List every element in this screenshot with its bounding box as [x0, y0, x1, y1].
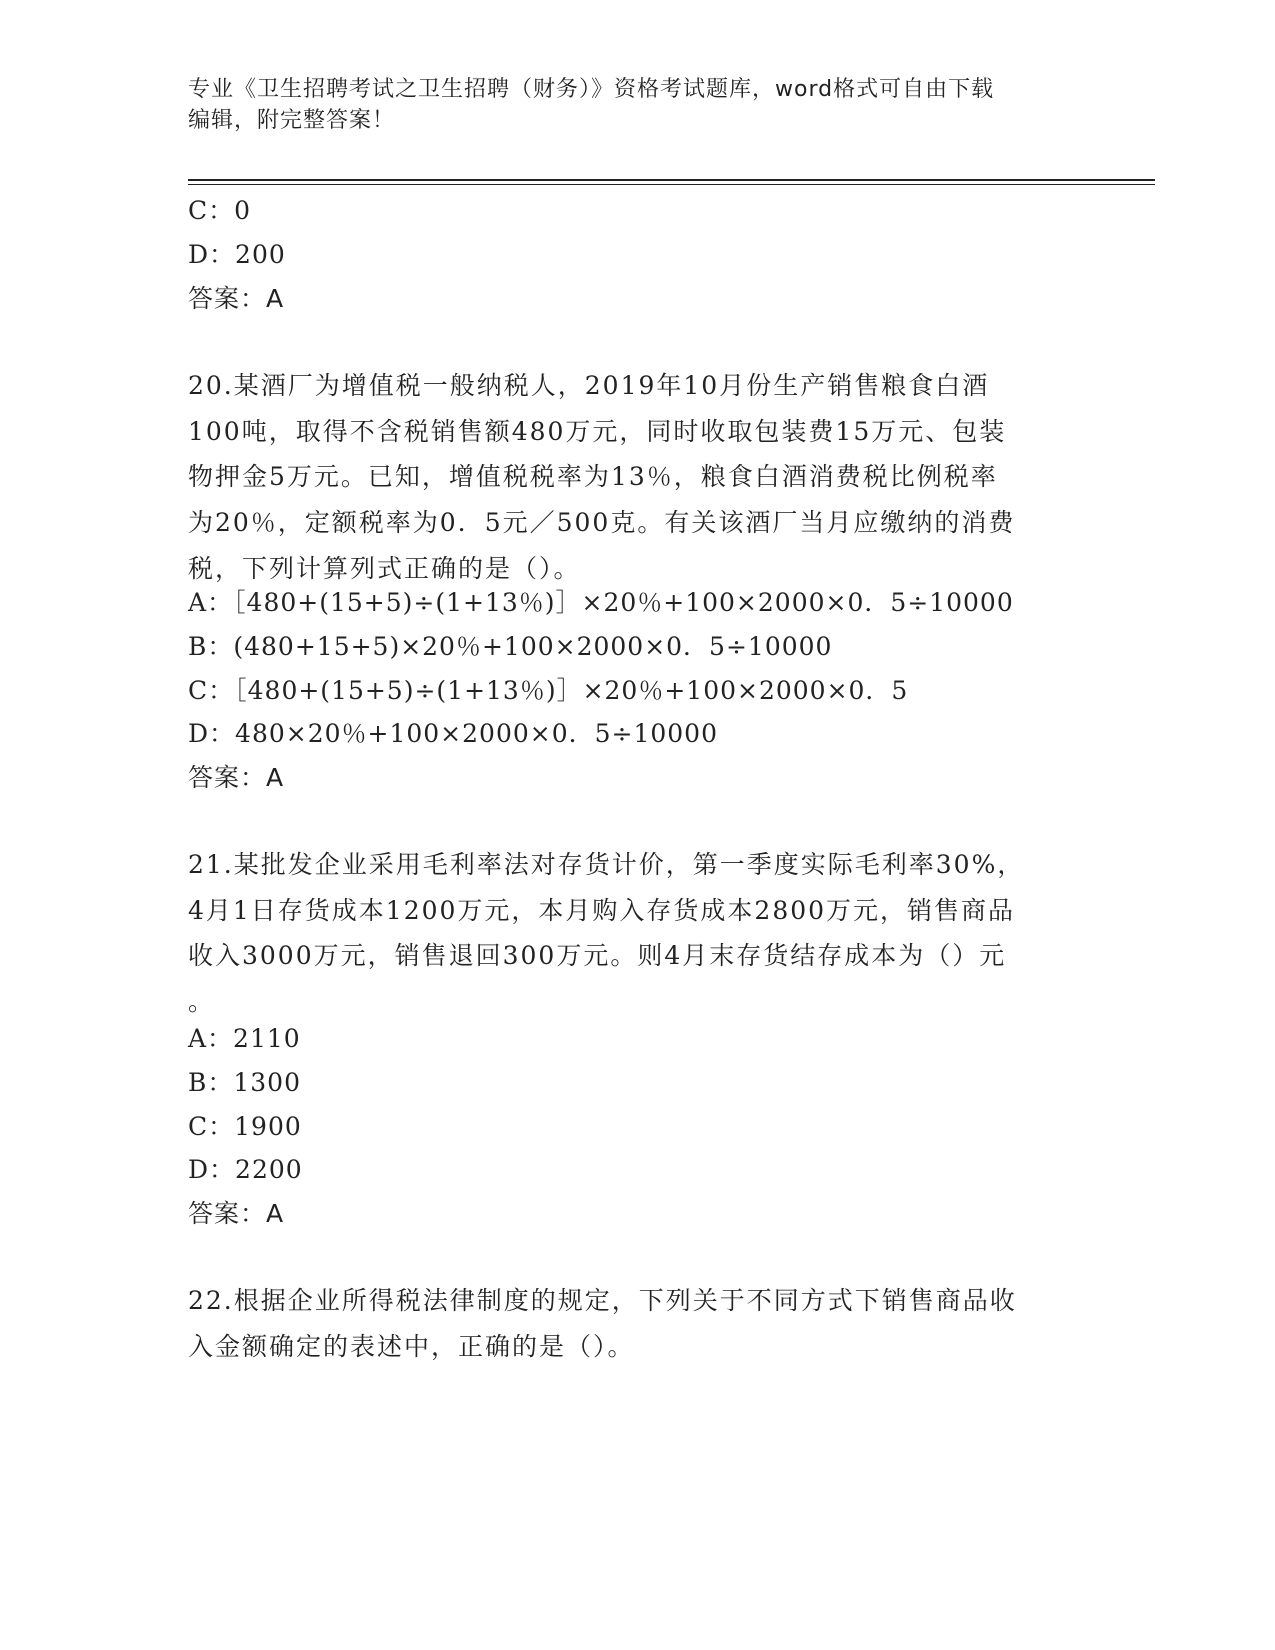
option-d: D：200 — [188, 240, 286, 269]
stem-row: 入金额确定的表述中，正确的是（）。 — [188, 1331, 635, 1361]
q21-answer: 答案：A — [188, 1199, 285, 1228]
q20-option-b: B：(480+15+5)×20％+100×2000×0．5÷10000 — [188, 632, 833, 661]
question-21-stem — [188, 842, 1078, 1025]
question-22-stem — [188, 1278, 1078, 1369]
q21-option-b: B：1300 — [188, 1068, 301, 1097]
q21-option-a: A：2110 — [188, 1024, 301, 1053]
header-divider — [188, 179, 1155, 181]
q21-option-d: D：2200 — [188, 1155, 303, 1184]
header-line-2: 编辑，附完整答案！ — [188, 108, 396, 133]
stem-row: 。 — [188, 987, 216, 1017]
question-20-stem — [188, 363, 1078, 592]
q20-answer: 答案：A — [188, 763, 285, 792]
option-c: C：0 — [188, 196, 252, 225]
stem-row: 为20％，定额税率为0．5元／500克。有关该酒厂当月应缴纳的消费 — [188, 508, 1016, 538]
header-line-1: 专业《卫生招聘考试之卫生招聘（财务）》资格考试题库，word格式可自由下载 — [188, 77, 995, 102]
stem-row: 100吨，取得不含税销售额480万元，同时收取包装费15万元、包装 — [188, 416, 1007, 446]
q21-option-c: C：1900 — [188, 1112, 302, 1141]
q20-option-a: A：［480+(15+5)÷(1+13％)］×20％+100×2000×0．5÷10000 — [188, 588, 1014, 617]
header-divider-thin — [188, 184, 1155, 185]
q20-option-c: C：［480+(15+5)÷(1+13％)］×20％+100×2000×0．5 — [188, 676, 909, 705]
q20-option-d: D：480×20％+100×2000×0．5÷10000 — [188, 719, 718, 748]
document-header — [188, 74, 1088, 136]
stem-row: 21.某批发企业采用毛利率法对存货计价，第一季度实际毛利率30%， — [188, 850, 1025, 879]
stem-row: 22.根据企业所得税法律制度的规定，下列关于不同方式下销售商品收 — [188, 1286, 1017, 1315]
stem-row: 20.某酒厂为增值税一般纳税人，2019年10月份生产销售粮食白酒 — [188, 371, 990, 400]
stem-row: 收入3000万元，销售退回300万元。则4月末存货结存成本为（）元 — [188, 941, 1007, 971]
answer-line: 答案：A — [188, 284, 285, 313]
stem-row: 物押金5万元。已知，增值税税率为13％，粮食白酒消费税比例税率 — [188, 462, 998, 492]
stem-row: 4月1日存货成本1200万元，本月购入存货成本2800万元，销售商品 — [188, 895, 1016, 925]
stem-row: 税，下列计算列式正确的是（）。 — [188, 553, 581, 583]
